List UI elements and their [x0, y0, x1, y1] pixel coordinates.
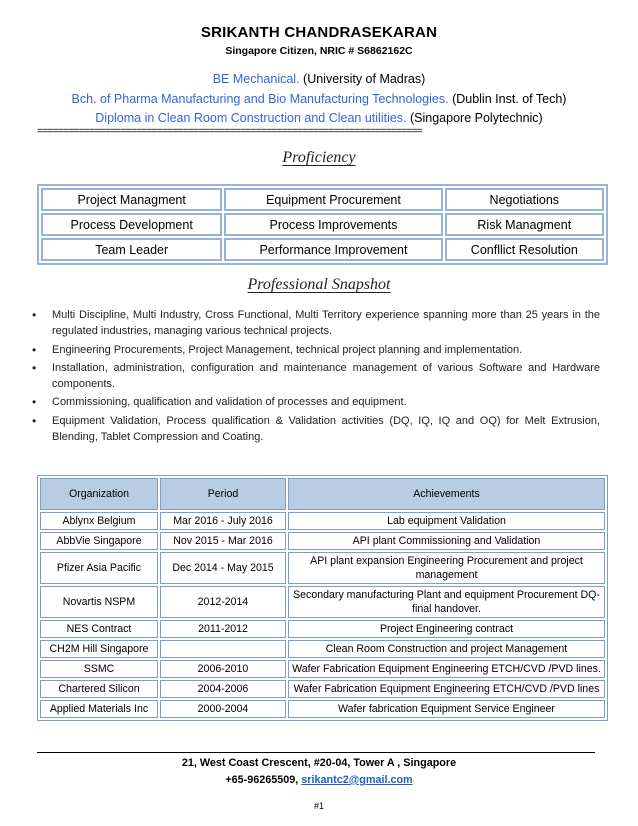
period-cell: 2012-2014	[160, 586, 286, 618]
proficiency-cell: Performance Improvement	[224, 238, 442, 261]
period-cell: Mar 2016 - July 2016	[160, 512, 286, 530]
institution-2: (Dublin Inst. of Tech)	[448, 92, 567, 106]
header-achievements: Achievements	[288, 478, 605, 510]
org-cell: Chartered Silicon	[40, 680, 158, 698]
experience-row	[40, 552, 605, 584]
footer-address: 21, West Coast Crescent, #20-04, Tower A , Singapore	[181, 757, 457, 769]
email-link[interactable]: srikantc2@gmail.com	[301, 774, 413, 786]
achievement-cell: API plant Commissioning and Validation	[288, 532, 605, 550]
proficiency-cell: Process Improvements	[224, 213, 442, 236]
proficiency-cell: Confllict Resolution	[445, 238, 604, 261]
citizenship-line: Singapore Citizen, NRIC # S6862162C	[225, 45, 413, 57]
education-line-1	[0, 72, 638, 86]
institution-3: (Singapore Polytechnic)	[406, 111, 543, 125]
period-cell: 2004-2006	[160, 680, 286, 698]
snapshot-list	[30, 307, 600, 447]
achievement-cell: API plant expansion Engineering Procurement and project management	[288, 552, 605, 584]
period-cell	[160, 640, 286, 658]
experience-row	[40, 532, 605, 550]
achievement-cell: Lab equipment Validation	[288, 512, 605, 530]
proficiency-cell: Process Development	[41, 213, 222, 236]
period-cell: Nov 2015 - Mar 2016	[160, 532, 286, 550]
period-cell: 2006-2010	[160, 660, 286, 678]
experience-header-row	[40, 478, 605, 510]
period-cell: 2000-2004	[160, 700, 286, 718]
experience-row	[40, 660, 605, 678]
proficiency-table	[37, 184, 608, 265]
proficiency-cell: Team Leader	[41, 238, 222, 261]
experience-table	[37, 475, 608, 721]
snapshot-item: • Engineering Procurements, Project Management, technical project planning and implementation.	[30, 342, 600, 358]
experience-row	[40, 620, 605, 638]
proficiency-row	[41, 213, 604, 236]
achievement-cell: Wafer Fabrication Equipment Engineering ETCH/CVD /PVD lines.	[288, 660, 605, 678]
org-cell: Novartis NSPM	[40, 586, 158, 618]
proficiency-cell: Risk Managment	[445, 213, 604, 236]
footer-divider	[37, 752, 595, 753]
proficiency-row	[41, 238, 604, 261]
org-cell: Ablynx Belgium	[40, 512, 158, 530]
period-cell: 2011-2012	[160, 620, 286, 638]
proficiency-cell: Negotiations	[445, 188, 604, 211]
education-line-3	[0, 111, 638, 125]
footer-phone: +65-96265509,	[225, 774, 302, 786]
candidate-name: SRIKANTH CHANDRASEKARAN	[200, 24, 438, 41]
institution-1: (University of Madras)	[299, 72, 426, 86]
experience-row	[40, 586, 605, 618]
proficiency-heading-text: Proficiency	[282, 149, 356, 166]
achievement-cell: Project Engineering contract	[288, 620, 605, 638]
proficiency-heading	[0, 149, 638, 167]
achievement-cell: Secondary manufacturing Plant and equipment Procurement DQ- final handover.	[288, 586, 605, 618]
proficiency-row	[41, 188, 604, 211]
degree-1: BE Mechanical.	[212, 72, 300, 86]
proficiency-cell: Project Managment	[41, 188, 222, 211]
snapshot-item: • Installation, administration, configuration and maintenance management of various Software and Hardware components.	[30, 360, 600, 393]
experience-row	[40, 680, 605, 698]
achievement-cell: Wafer Fabrication Equipment Engineering ETCH/CVD /PVD lines	[288, 680, 605, 698]
org-cell: NES Contract	[40, 620, 158, 638]
snapshot-heading-text: Professional Snapshot	[247, 276, 391, 293]
header-organization: Organization	[40, 478, 158, 510]
experience-row	[40, 512, 605, 530]
separator-rule: ==========================================================================	[37, 126, 422, 138]
org-cell: SSMC	[40, 660, 158, 678]
org-cell: AbbVie Singapore	[40, 532, 158, 550]
snapshot-item: • Commissioning, qualification and validation of processes and equipment.	[30, 394, 600, 410]
achievement-cell: Wafer fabrication Equipment Service Engineer	[288, 700, 605, 718]
org-cell: Pfizer Asia Pacific	[40, 552, 158, 584]
org-cell: CH2M Hill Singapore	[40, 640, 158, 658]
snapshot-item: • Multi Discipline, Multi Industry, Cross Functional, Multi Territory experience spanning more than 25 years in the regulated industries, managing various technical projects.	[30, 307, 600, 340]
degree-3: Diploma in Clean Room Construction and Clean utilities.	[95, 111, 407, 125]
page-number: #1	[313, 801, 324, 811]
education-line-2	[0, 92, 638, 106]
footer-contact	[0, 774, 638, 786]
snapshot-heading	[0, 276, 638, 294]
proficiency-cell: Equipment Procurement	[224, 188, 442, 211]
achievement-cell: Clean Room Construction and project Management	[288, 640, 605, 658]
org-cell: Applied Materials Inc	[40, 700, 158, 718]
experience-row	[40, 700, 605, 718]
header-period: Period	[160, 478, 286, 510]
degree-2: Bch. of Pharma Manufacturing and Bio Manufacturing Technologies.	[71, 92, 449, 106]
experience-row	[40, 640, 605, 658]
period-cell: Dec 2014 - May 2015	[160, 552, 286, 584]
snapshot-item: • Equipment Validation, Process qualification & Validation activities (DQ, IQ, IQ and OQ) for Melt Extrusion, Blending, Tablet Compression and Coating.	[30, 413, 600, 446]
